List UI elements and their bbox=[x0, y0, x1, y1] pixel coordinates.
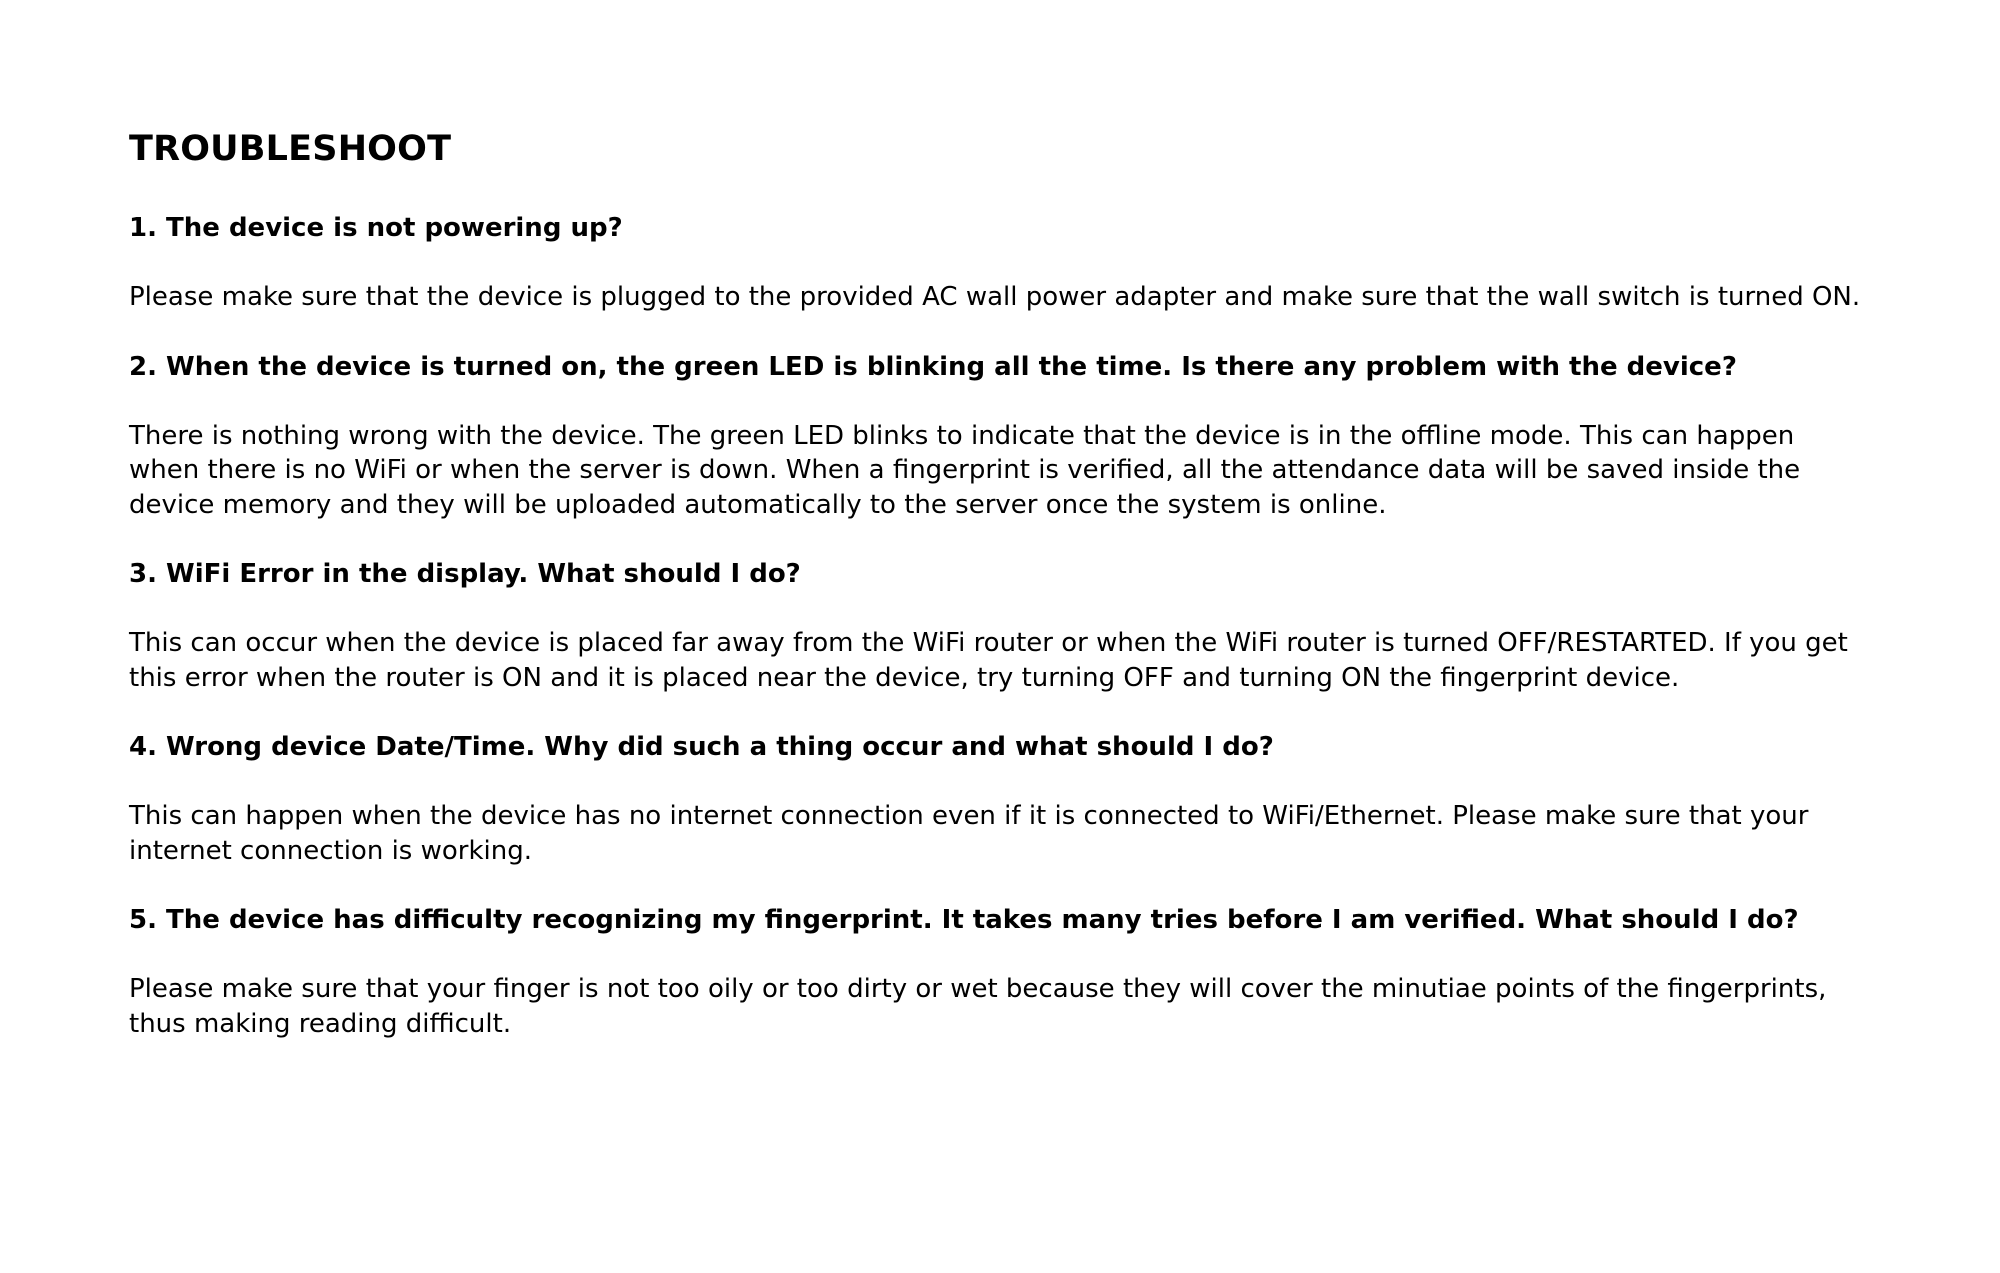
faq-list bbox=[129, 211, 1871, 1041]
faq-item bbox=[129, 557, 1871, 695]
faq-answer: This can happen when the device has no internet connection even if it is connected to WiFi/Ethernet. Please make sure that your internet connection is working. bbox=[129, 801, 1809, 866]
faq-answer: Please make sure that your finger is not too oily or too dirty or wet because they will cover the minutiae points of the fingerprints, thus making reading difficult. bbox=[129, 974, 1827, 1039]
faq-item bbox=[129, 350, 1871, 523]
faq-question: 1. The device is not powering up? bbox=[129, 213, 623, 243]
faq-item bbox=[129, 730, 1871, 868]
faq-question: 5. The device has difficulty recognizing my fingerprint. It takes many tries before I am verified. What should I do? bbox=[129, 905, 1799, 935]
faq-question: 2. When the device is turned on, the green LED is blinking all the time. Is there any problem with the device? bbox=[129, 351, 1737, 382]
faq-item bbox=[129, 211, 1871, 315]
faq-item bbox=[129, 903, 1871, 1041]
faq-answer: This can occur when the device is placed far away from the WiFi router or when the WiFi router is turned OFF/RESTARTED. If you get this error when the router is ON and it is placed near the device, try turning OFF and turning ON the fingerprint device. bbox=[129, 628, 1848, 693]
faq-question: 4. Wrong device Date/Time. Why did such a thing occur and what should I do? bbox=[129, 732, 1274, 762]
faq-answer: There is nothing wrong with the device. The green LED blinks to indicate that the device is in the offline mode. This can happen when there is no WiFi or when the server is down. When a fingerprint is verified, all the attendance data will be saved inside the device memory and they will be uploaded automatically to the server once the system is online. bbox=[129, 420, 1801, 520]
faq-question: 3. WiFi Error in the display. What should I do? bbox=[129, 559, 801, 589]
faq-answer: Please make sure that the device is plugged to the provided AC wall power adapter and make sure that the wall switch is turned ON. bbox=[129, 282, 1861, 312]
page-title: TROUBLESHOOT bbox=[129, 129, 452, 169]
